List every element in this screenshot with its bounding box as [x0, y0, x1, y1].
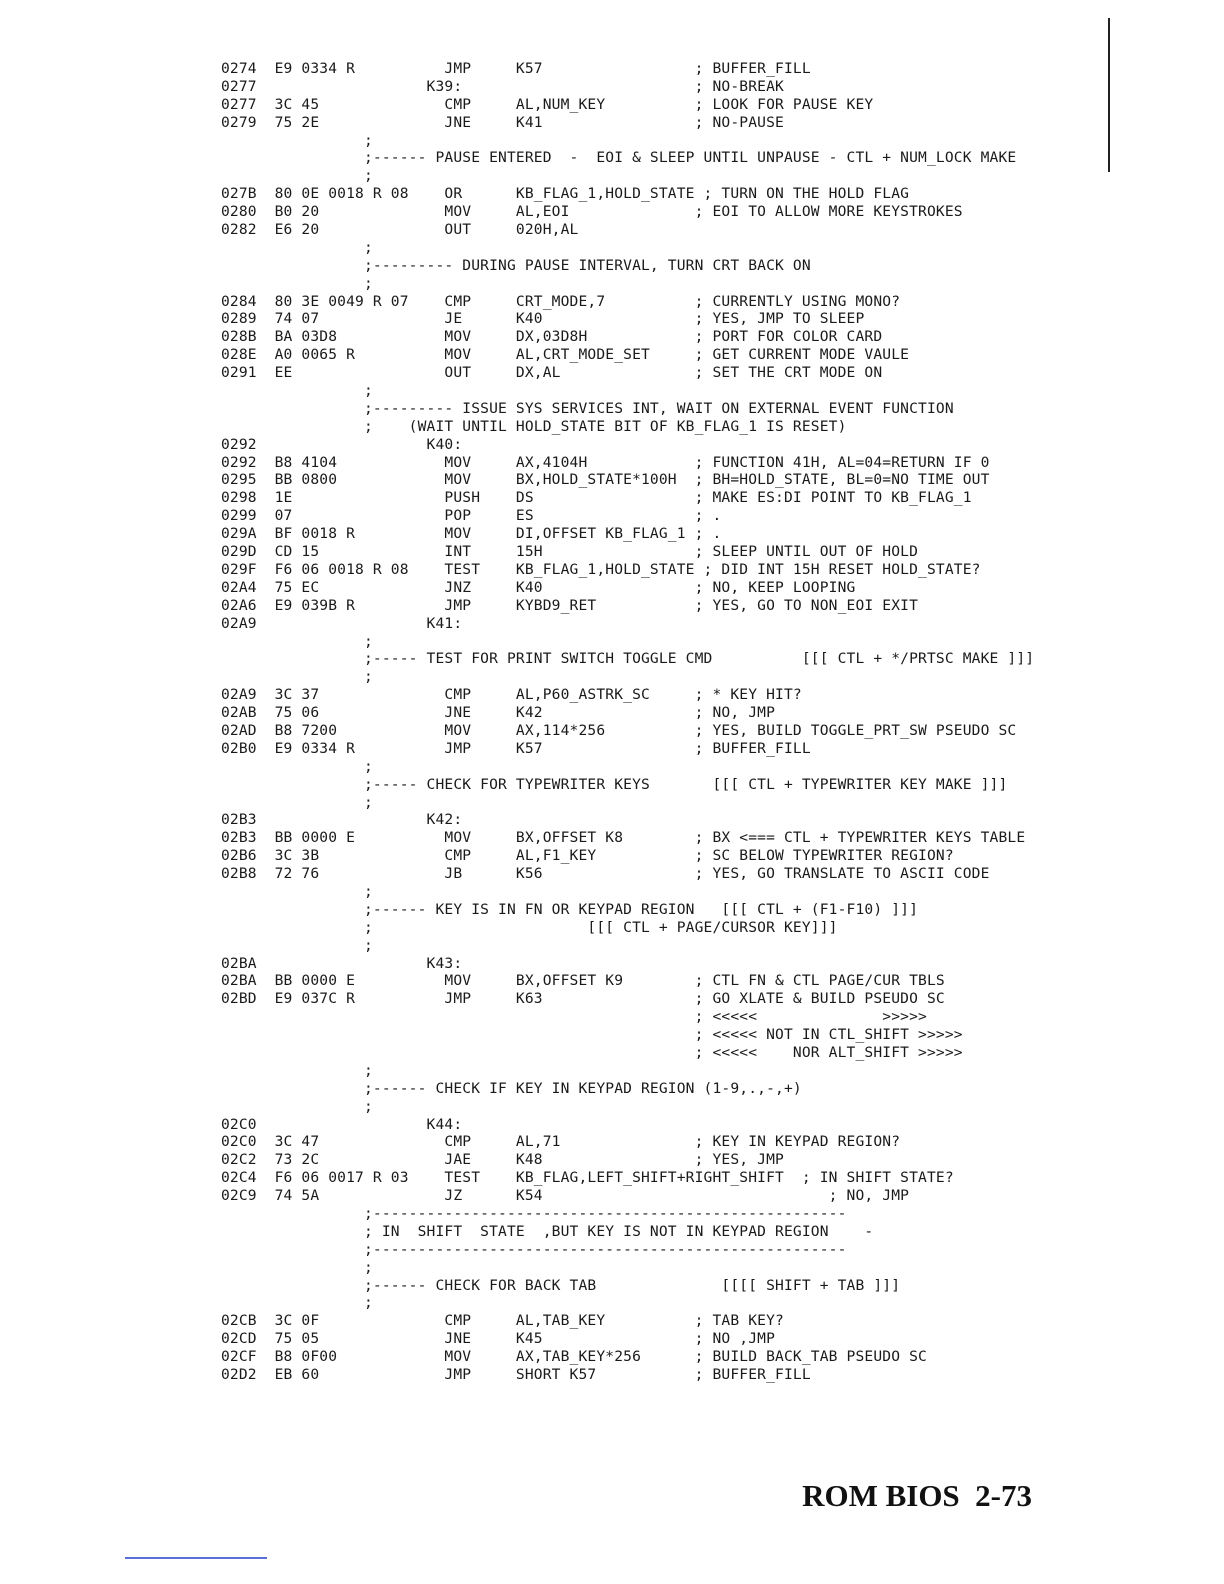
listing-line: 0295 BB 0800 MOV BX,HOLD_STATE*100H ; BH=HOLD_STATE, BL=0=NO TIME OUT — [221, 471, 990, 489]
listing-line: 0282 E6 20 OUT 020H,AL — [221, 221, 579, 239]
listing-line: ; (WAIT UNTIL HOLD_STATE BIT OF KB_FLAG_1 IS RESET) — [221, 417, 847, 435]
listing-line: 0277 3C 45 CMP AL,NUM_KEY ; LOOK FOR PAUSE KEY — [221, 95, 874, 113]
listing-line: 02BA BB 0000 E MOV BX,OFFSET K9 ; CTL FN & CTL PAGE/CUR TBLS — [221, 972, 945, 990]
listing-line: 02BA K43: — [221, 954, 463, 972]
listing-line: 02B3 K42: — [221, 811, 463, 829]
listing-line: 02C0 K44: — [221, 1115, 463, 1133]
listing-line: ; — [221, 757, 373, 775]
bottom-link-rule — [125, 1557, 267, 1559]
page-footer-title: ROM BIOS 2-73 — [802, 1478, 1032, 1513]
listing-line: 02B6 3C 3B CMP AL,F1_KEY ; SC BELOW TYPEWRITER REGION? — [221, 847, 954, 865]
listing-line: 0277 K39: ; NO-BREAK — [221, 77, 784, 95]
listing-line: 02BD E9 037C R JMP K63 ; GO XLATE & BUILD PSEUDO SC — [221, 990, 945, 1008]
listing-line: 02AD B8 7200 MOV AX,114*256 ; YES, BUILD TOGGLE_PRT_SW PSEUDO SC — [221, 721, 1017, 739]
listing-line: 02AB 75 06 JNE K42 ; NO, JMP — [221, 704, 776, 722]
listing-line: ; — [221, 382, 373, 400]
listing-line: 0291 EE OUT DX,AL ; SET THE CRT MODE ON — [221, 364, 883, 382]
listing-line: ;----- TEST FOR PRINT SWITCH TOGGLE CMD [[[ CTL + */PRTSC MAKE ]]] — [221, 650, 1035, 668]
listing-line: 02A4 75 EC JNZ K40 ; NO, KEEP LOOPING — [221, 578, 856, 596]
listing-line: 02C2 73 2C JAE K48 ; YES, JMP — [221, 1151, 784, 1169]
listing-line: ;------ PAUSE ENTERED - EOI & SLEEP UNTIL UNPAUSE - CTL + NUM_LOCK MAKE — [221, 149, 1017, 167]
listing-line: ; — [221, 274, 373, 292]
listing-line: ;----------------------------------------------------- — [221, 1205, 847, 1222]
listing-line: ; — [221, 1294, 373, 1312]
listing-line: 02B0 E9 0334 R JMP K57 ; BUFFER_FILL — [221, 739, 811, 757]
listing-line: ; — [221, 167, 373, 185]
listing-line: ; — [221, 632, 373, 650]
listing-line: ; IN SHIFT STATE ,BUT KEY IS NOT IN KEYPAD REGION - — [221, 1222, 874, 1240]
assembly-listing — [221, 60, 1034, 1384]
listing-line: ; <<<<< >>>>> — [221, 1008, 927, 1026]
listing-line: 0274 E9 0334 R JMP K57 ; BUFFER_FILL — [221, 60, 811, 77]
listing-line: ; <<<<< NOR ALT_SHIFT >>>>> — [221, 1043, 963, 1061]
listing-line: ;----- CHECK FOR TYPEWRITER KEYS [[[ CTL + TYPEWRITER KEY MAKE ]]] — [221, 775, 1008, 793]
listing-line: 02B3 BB 0000 E MOV BX,OFFSET K8 ; BX <=== CTL + TYPEWRITER KEYS TABLE — [221, 829, 1026, 847]
listing-line: 027B 80 0E 0018 R 08 OR KB_FLAG_1,HOLD_STATE ; TURN ON THE HOLD FLAG — [221, 185, 910, 203]
page-edge-mark — [1108, 18, 1110, 172]
listing-line: 0299 07 POP ES ; . — [221, 507, 722, 525]
listing-line: ;------ CHECK FOR BACK TAB [[[[ SHIFT + TAB ]]] — [221, 1276, 901, 1294]
listing-line: 02C0 3C 47 CMP AL,71 ; KEY IN KEYPAD REGION? — [221, 1133, 901, 1151]
listing-line: ;--------- DURING PAUSE INTERVAL, TURN CRT BACK ON — [221, 256, 811, 274]
listing-line: 02CB 3C 0F CMP AL,TAB_KEY ; TAB KEY? — [221, 1312, 784, 1330]
listing-line: 0292 K40: — [221, 435, 463, 453]
listing-line: 02A9 3C 37 CMP AL,P60_ASTRK_SC ; * KEY HIT? — [221, 686, 802, 704]
listing-line: 028B BA 03D8 MOV DX,03D8H ; PORT FOR COLOR CARD — [221, 328, 883, 346]
listing-line: ; — [221, 238, 373, 256]
listing-line: ; — [221, 668, 373, 686]
listing-line: ;------ CHECK IF KEY IN KEYPAD REGION (1-9,.,-,+) — [221, 1079, 802, 1097]
listing-line: 029D CD 15 INT 15H ; SLEEP UNTIL OUT OF HOLD — [221, 543, 919, 561]
listing-line: 0284 80 3E 0049 R 07 CMP CRT_MODE,7 ; CURRENTLY USING MONO? — [221, 292, 901, 310]
listing-line: 0279 75 2E JNE K41 ; NO-PAUSE — [221, 113, 784, 131]
listing-line: 02D2 EB 60 JMP SHORT K57 ; BUFFER_FILL — [221, 1366, 811, 1384]
listing-line: ; — [221, 793, 373, 811]
listing-line: ; [[[ CTL + PAGE/CURSOR KEY]]] — [221, 918, 838, 936]
listing-line: 02A6 E9 039B R JMP KYBD9_RET ; YES, GO TO NON_EOI EXIT — [221, 596, 919, 614]
listing-line: 02A9 K41: — [221, 614, 463, 632]
listing-line: ;------ KEY IS IN FN OR KEYPAD REGION [[[ CTL + (F1-F10) ]]] — [221, 900, 919, 918]
listing-line: 0289 74 07 JE K40 ; YES, JMP TO SLEEP — [221, 310, 865, 328]
listing-line: 02CD 75 05 JNE K45 ; NO ,JMP — [221, 1330, 776, 1348]
listing-line: 0292 B8 4104 MOV AX,4104H ; FUNCTION 41H, AL=04=RETURN IF 0 — [221, 453, 990, 471]
listing-line: 0280 B0 20 MOV AL,EOI ; EOI TO ALLOW MORE KEYSTROKES — [221, 203, 963, 221]
listing-line: ;----------------------------------------------------- — [221, 1240, 847, 1258]
listing-line: 029F F6 06 0018 R 08 TEST KB_FLAG_1,HOLD_STATE ; DID INT 15H RESET HOLD_STATE? — [221, 560, 981, 578]
listing-line: 02C9 74 5A JZ K54 ; NO, JMP — [221, 1187, 910, 1205]
listing-line: ; — [221, 936, 373, 954]
listing-line: ;--------- ISSUE SYS SERVICES INT, WAIT ON EXTERNAL EVENT FUNCTION — [221, 399, 954, 417]
listing-line: ; — [221, 131, 373, 149]
listing-line: 029A BF 0018 R MOV DI,OFFSET KB_FLAG_1 ; . — [221, 525, 722, 543]
listing-line: 02CF B8 0F00 MOV AX,TAB_KEY*256 ; BUILD BACK_TAB PSEUDO SC — [221, 1348, 927, 1366]
listing-line: ; — [221, 1061, 373, 1079]
listing-line: 028E A0 0065 R MOV AL,CRT_MODE_SET ; GET CURRENT MODE VAULE — [221, 346, 910, 364]
listing-line: 02C4 F6 06 0017 R 03 TEST KB_FLAG,LEFT_SHIFT+RIGHT_SHIFT ; IN SHIFT STATE? — [221, 1169, 954, 1187]
listing-line: 02B8 72 76 JB K56 ; YES, GO TRANSLATE TO ASCII CODE — [221, 865, 990, 883]
listing-line: ; <<<<< NOT IN CTL_SHIFT >>>>> — [221, 1026, 963, 1044]
listing-line: ; — [221, 1258, 373, 1276]
listing-line: 0298 1E PUSH DS ; MAKE ES:DI POINT TO KB_FLAG_1 — [221, 489, 972, 507]
listing-line: ; — [221, 882, 373, 900]
listing-line: ; — [221, 1097, 373, 1115]
